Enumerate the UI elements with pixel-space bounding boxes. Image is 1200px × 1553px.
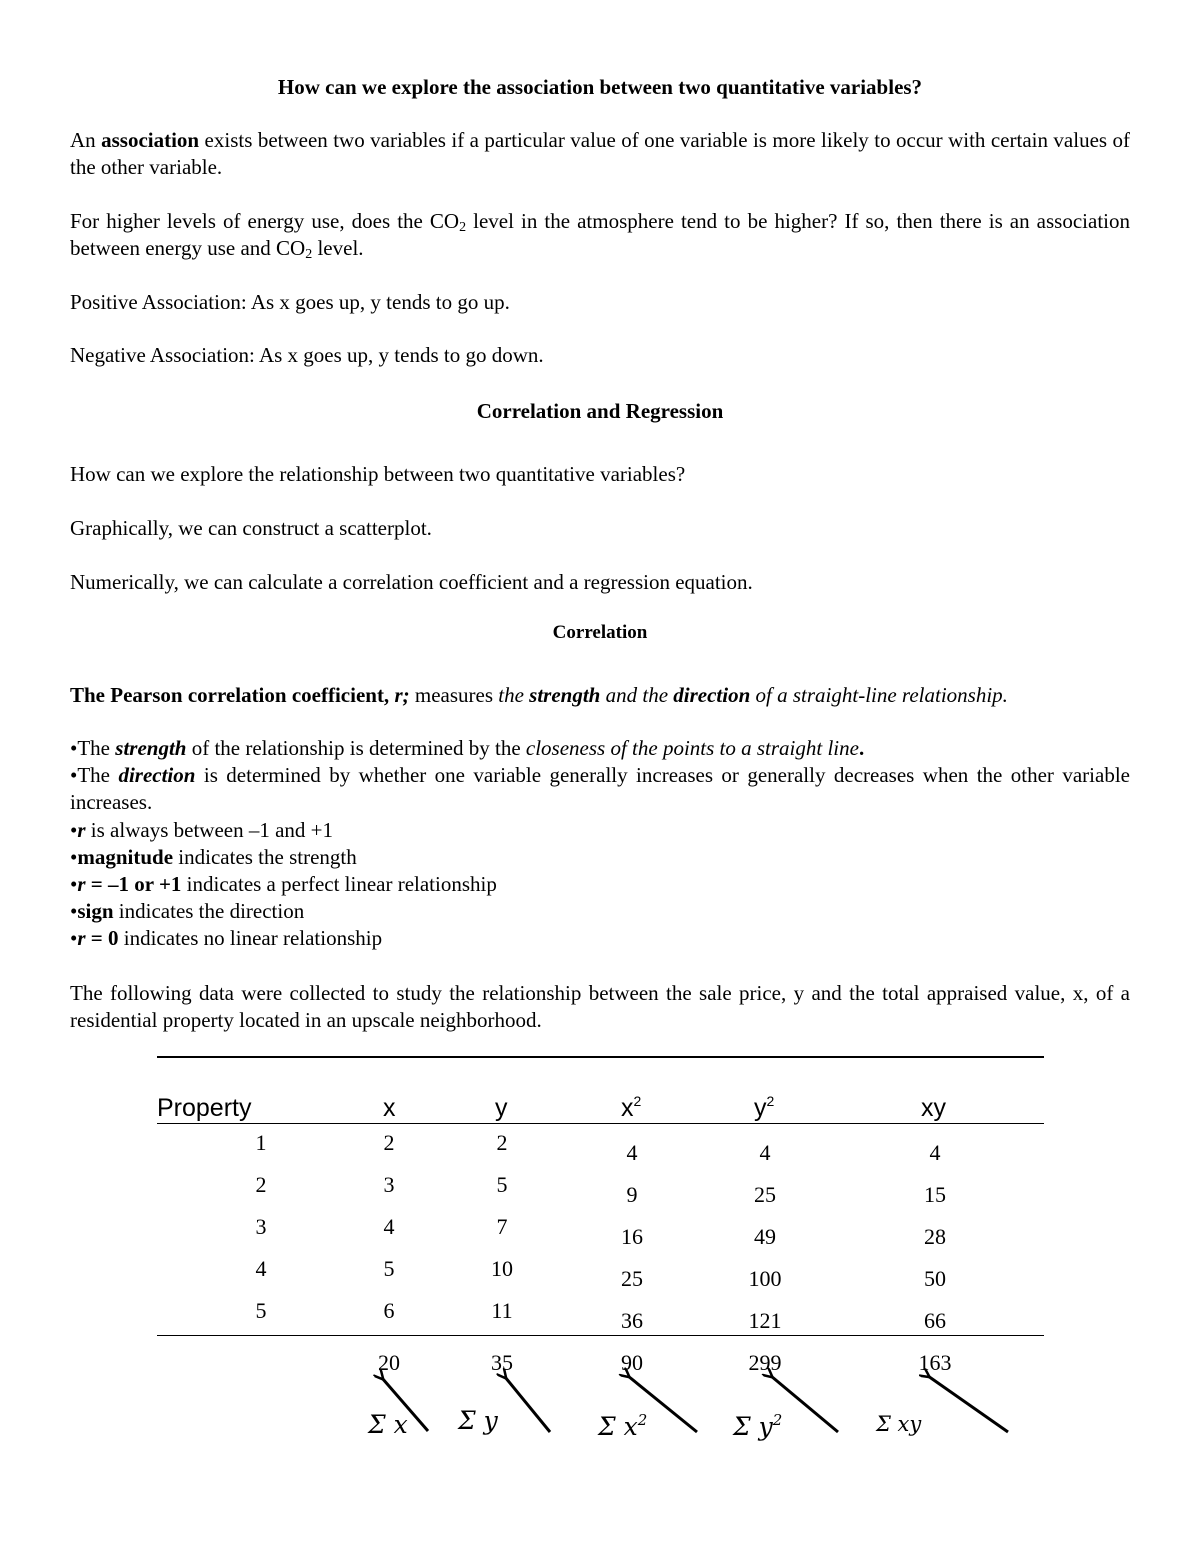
total-xy: 163: [918, 1350, 952, 1375]
positive-association: Positive Association: As x goes up, y tends to go up.: [70, 290, 510, 314]
table-cell: 4: [929, 1140, 941, 1165]
negative-association: Negative Association: As x goes up, y tends to go down.: [70, 343, 544, 367]
table-cell: 50: [924, 1266, 946, 1291]
header-x-squared: $x^2$: [621, 1093, 642, 1122]
section-heading-correlation: Correlation: [552, 622, 648, 643]
bullet-direction: •The direction is determined by whether one variable generally increases or generally decreases when the other variable increases.: [70, 763, 1130, 814]
table-cell: 100: [748, 1266, 782, 1291]
table-cell: 10: [491, 1256, 513, 1281]
total-x-squared: 90: [621, 1350, 643, 1375]
relationship-question: How can we explore the relationship between two quantitative variables?: [70, 462, 686, 486]
bullet-range: •r is always between –1 and +1: [70, 818, 333, 842]
header-y-squared: $y^2$: [754, 1093, 775, 1122]
pearson-definition: The Pearson correlation coefficient, r; measures the strength and the direction of a straight-line relationship.: [70, 683, 1008, 707]
table-cell: 9: [626, 1182, 638, 1207]
total-y-squared: 299: [748, 1350, 782, 1375]
sigma-x-label: Σ x: [368, 1410, 408, 1439]
table-cell: 36: [621, 1308, 643, 1333]
page-title: How can we explore the association between two quantitative variables?: [277, 75, 923, 99]
sigma-x-squared-label: Σ $x^2$: [598, 1411, 648, 1441]
association-paragraph: An association exists between two variables if a particular value of one variable is more likely to occur with certain values of the other variable.: [70, 128, 1130, 179]
bullet-zero: •r = 0 indicates no linear relationship: [70, 926, 383, 950]
data-intro-paragraph: The following data were collected to study the relationship between the sale price, y and the total appraised value, x, of a residential property located in an upscale neighborhood.: [70, 981, 1130, 1032]
header-x: x: [383, 1094, 396, 1122]
table-cell: 4: [626, 1140, 638, 1165]
bullet-magnitude: •magnitude indicates the strength: [70, 845, 357, 869]
table-cell: 2: [496, 1130, 508, 1155]
table-cell: 3: [255, 1214, 267, 1239]
section-heading-correlation-regression: Correlation and Regression: [476, 399, 724, 423]
table-cell: 4: [383, 1214, 395, 1239]
table-cell: 7: [496, 1214, 508, 1239]
table-cell: 11: [491, 1298, 513, 1323]
bullet-perfect: •r = –1 or +1 indicates a perfect linear relationship: [70, 872, 497, 896]
table-cell: 49: [754, 1224, 776, 1249]
header-property: Property: [157, 1094, 252, 1122]
table-cell: 5: [496, 1172, 508, 1197]
table-cell: 121: [748, 1308, 782, 1333]
table-cell: 3: [383, 1172, 395, 1197]
sigma-xy-label: Σ xy: [876, 1412, 922, 1436]
arrow-sum-y: [505, 1377, 550, 1432]
numerically-text: Numerically, we can calculate a correlation coefficient and a regression equation.: [70, 570, 753, 594]
total-x: 20: [378, 1350, 400, 1375]
sigma-y-squared-label: Σ $y^2$: [733, 1411, 783, 1441]
table-cell: 1: [255, 1130, 267, 1155]
arrow-sum-xy: [928, 1376, 1008, 1432]
table-cell: 66: [924, 1308, 946, 1333]
header-y: y: [495, 1094, 508, 1122]
table-cell: 25: [621, 1266, 643, 1291]
table-cell: 6: [383, 1298, 395, 1323]
table-cell: 28: [924, 1224, 946, 1249]
table-cell: 2: [383, 1130, 395, 1155]
table-cell: 4: [255, 1256, 267, 1281]
total-y: 35: [491, 1350, 513, 1375]
table-cell: 25: [754, 1182, 776, 1207]
bullet-sign: •sign indicates the direction: [70, 899, 305, 923]
table-cell: 4: [759, 1140, 771, 1165]
bullet-strength: •The strength of the relationship is determined by the closeness of the points to a straight line.: [70, 736, 865, 760]
table-cell: 5: [255, 1298, 267, 1323]
graphically-text: Graphically, we can construct a scatterplot.: [70, 516, 432, 540]
table-cell: 5: [383, 1256, 395, 1281]
table-cell: 16: [621, 1224, 643, 1249]
energy-paragraph: For higher levels of energy use, does the $CO_2$ level in the atmosphere tend to be higher? If so, then there is an association between energy use and $CO_2$ level.: [70, 209, 1130, 262]
table-cell: 2: [255, 1172, 267, 1197]
header-xy: xy: [921, 1094, 946, 1122]
table-cell: 15: [924, 1182, 946, 1207]
sigma-y-label: Σ y: [458, 1406, 498, 1435]
